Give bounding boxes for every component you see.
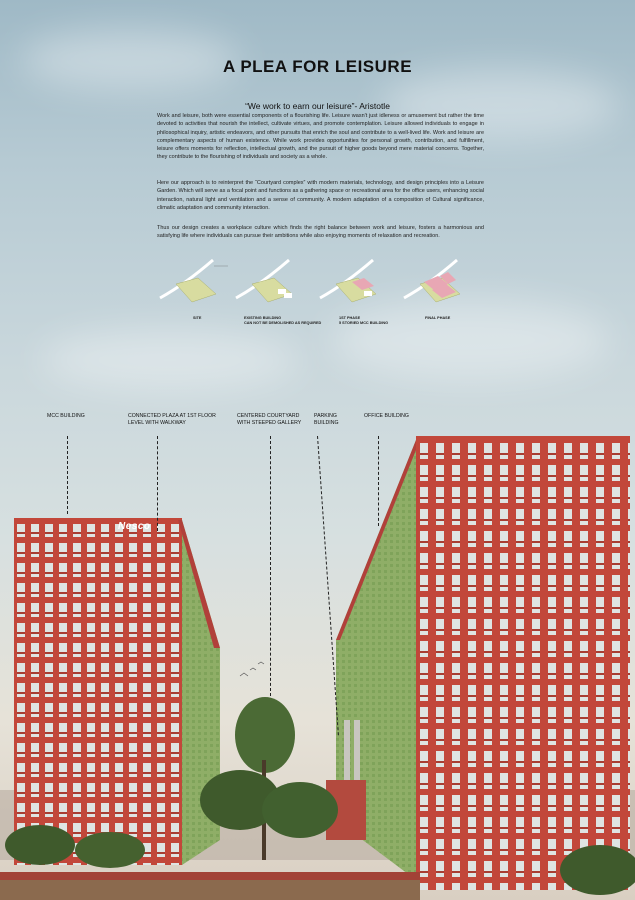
callout-plaza-line1: CONNECTED PLAZA AT 1ST FLOOR (128, 413, 216, 419)
callout-parking (314, 413, 339, 427)
leader-line-mcc (67, 436, 68, 514)
birds (240, 662, 264, 676)
tree (262, 782, 338, 838)
leader-line-office (378, 436, 379, 526)
nesco-logo: Nesco (118, 521, 151, 532)
office-building-facade (416, 438, 630, 890)
diagram-label-existing-line1: EXISTING BUILDING (244, 316, 282, 320)
paragraph-2: Here our approach is to reinterpret the “Courtyard complex” with modern materials, technology, and design principles into a Leisure Garden. Which will serve as a focal point and functions as a gathering space or recreational area for the office users, enhancing social interaction, natural light and ventilation and a sense of community. A modern adaptation of a composition of Cultural significance, climatic adaptation and community interaction. (157, 180, 484, 211)
walkway (0, 872, 420, 880)
page-title: A PLEA FOR LEISURE (222, 57, 413, 76)
callout-courtyard-line2: WITH STEEPED GALLERY (237, 420, 302, 426)
callout-mcc-building: MCC BUILDING (47, 413, 85, 419)
callout-plaza (128, 413, 216, 427)
callout-courtyard-line1: CENTERED COURTYARD (237, 413, 300, 419)
leader-line-plaza (157, 436, 158, 531)
callout-parking-line1: PARKING (314, 413, 337, 419)
diagram-label-site: SITE (193, 316, 202, 320)
callout-courtyard (237, 413, 301, 427)
leader-line-courtyard (270, 436, 271, 696)
callout-office-building: OFFICE BUILDING (364, 413, 409, 419)
diagram-label-existing-line2: CAN NOT BE DEMOLISHED AS REQUIRED (244, 321, 322, 325)
diagram-label-phase-1-line1: 1ST PHASE (339, 316, 361, 320)
callout-plaza-line2: LEVEL WITH WALKWAY (128, 420, 186, 426)
mcc-building-facade (14, 520, 182, 865)
paragraph-1: Work and leisure, both were essential components of a flourishing life. Leisure wasn't just idleness or amusement but rather the time devoted to activities that nourish the intellect, cultivate virtues, and promote contemplation. Leisure allowed individuals to engage in philosophical inquiry, artistic endeavors, and other pursuits that enrich the soul and contribute to a well-lived life. Work and leisure are complementary aspects of human existence. While work provides opportunities for personal growth, contribution, and fulfillment, leisure offers moments for reflection, intellectual growth, and the pursuit of higher goods beyond mere material concerns. Together, they contribute to the flourishing of individuals and society as a whole. (157, 113, 484, 161)
tree (75, 832, 145, 868)
callout-parking-line2: BUILDING (314, 420, 339, 426)
paragraph-3: Thus our design creates a workplace culture which finds the right balance between work and leisure, fosters a harmonious and satisfying life where individuals can pursue their ambitions while also enjoying moments of relaxation and recreation. (157, 225, 484, 240)
tree (5, 825, 75, 865)
quote: “We work to earn our leisure”- Aristotle (245, 101, 390, 111)
diagram-label-phase-1-line2: 5 STORIED MCC BUILDING (339, 321, 389, 325)
diagram-label-final: FINAL PHASE (425, 316, 451, 320)
